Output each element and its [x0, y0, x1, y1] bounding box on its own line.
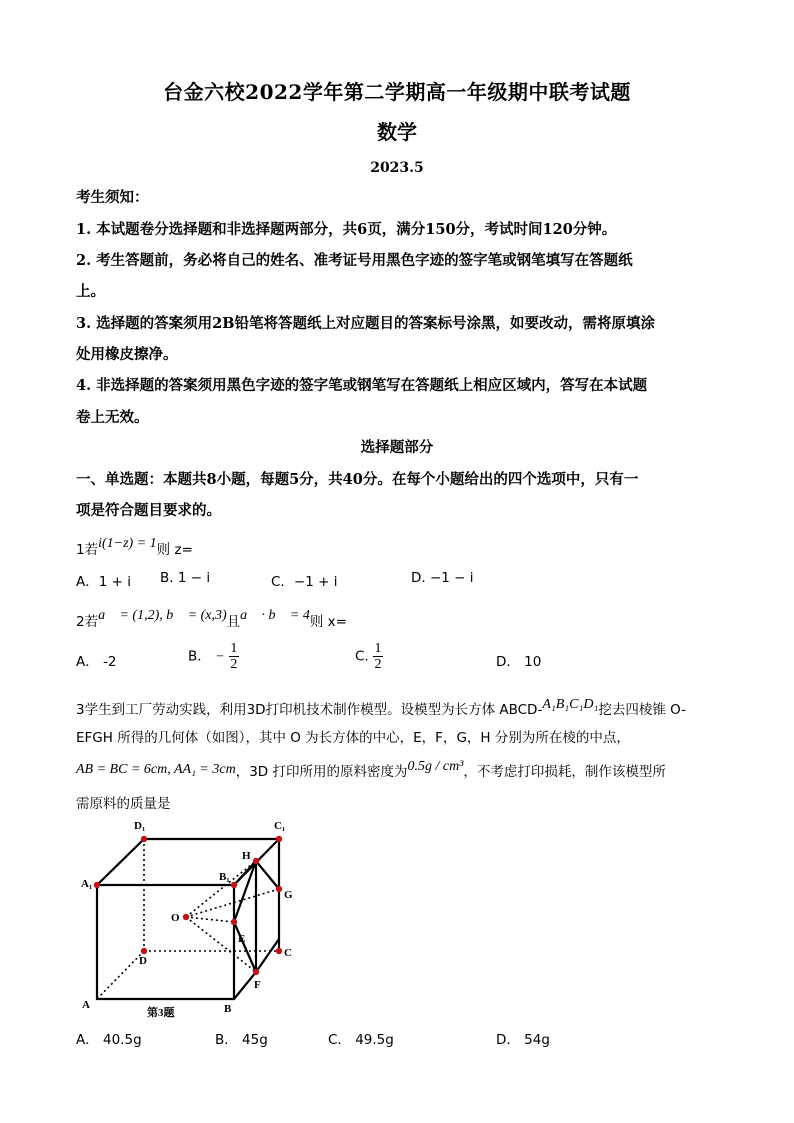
q3-line-4: 需原料的质量是 — [76, 796, 171, 812]
label-a1: A₁ — [81, 878, 93, 890]
q2-option-c-fraction — [373, 641, 383, 672]
label-c: C — [284, 947, 292, 959]
q3-text-3b: ，不考虑打印损耗，制作该模型所 — [463, 764, 666, 780]
q3-option-d: D． 54g — [496, 1032, 550, 1048]
q2-option-c-num: 1 — [374, 641, 382, 656]
label-e: E — [238, 933, 246, 945]
q1-formula: i(1−z) = 1 — [98, 536, 157, 551]
q2-option-b-label: B． — [188, 648, 211, 665]
q3-line-1 — [76, 698, 686, 719]
q3-text-1a: 3学生到工厂劳动实践，利用3D打印机技术制作模型。设模型为长方体 ABCD- — [76, 702, 543, 718]
label-c1: C₁ — [274, 820, 286, 832]
notice-item-3-cont: 处用橡皮擦净。 — [76, 346, 178, 363]
q2-option-b-num: 1 — [230, 641, 238, 656]
q3-geometry-figure — [74, 814, 314, 1026]
q2-prefix: 2若 — [76, 614, 99, 630]
q3-option-b: B． 45g — [215, 1032, 268, 1048]
q2-option-b-fraction — [229, 641, 239, 672]
section-title: 选择题部分 — [360, 439, 434, 456]
q3-line-2: EFGH 所得的几何体（如图），其中 O 为长方体的中心，E，F，G，H 分别为所在棱的中点， — [76, 730, 630, 746]
notice-item-2: 2. 考生答题前，务必将自己的姓名、准考证号用黑色字迹的签字笔或钢笔填写在答题纸 — [76, 252, 633, 269]
q2-option-c-label: C. — [355, 648, 369, 665]
notice-item-2-cont: 上。 — [76, 283, 105, 300]
q2-option-b-sign: − — [215, 649, 225, 665]
q2-suffix: 则 x= — [309, 614, 347, 630]
label-o: O — [171, 912, 180, 924]
label-b: B — [224, 1003, 232, 1015]
q3-formula-density: 0.5g / cm³ — [407, 759, 464, 774]
notice-item-4-cont: 卷上无效。 — [76, 409, 149, 426]
section-instructions-2: 项是符合题目要求的。 — [76, 502, 221, 519]
section-instructions-1: 一、单选题：本题共8小题，每题5分，共40分。在每个小题给出的四个选项中，只有一 — [76, 471, 639, 488]
notice-item-1: 1. 本试题卷分选择题和非选择题两部分，共6页，满分150分，考试时间120分钟。 — [76, 221, 617, 238]
q2-formula-2: a⃗ · b⃗ = 4 — [240, 608, 310, 623]
question-2 — [76, 610, 347, 631]
label-h: H — [242, 850, 251, 862]
q1-prefix: 1若 — [76, 542, 99, 558]
q2-option-b-den: 2 — [230, 657, 238, 672]
subject-title: 数学 — [377, 120, 417, 144]
q2-option-b — [188, 641, 239, 672]
q2-formula-1: a⃗ = (1,2), b⃗ = (x,3) — [98, 608, 227, 623]
q1-option-a: A．1 + i — [76, 574, 131, 590]
label-d: D — [139, 955, 147, 967]
label-d1: D₁ — [134, 820, 146, 832]
label-b1: B₁ — [219, 871, 230, 883]
notice-item-4: 4. 非选择题的答案须用黑色字迹的签字笔或钢笔写在答题纸上相应区域内，答写在本试题 — [76, 377, 648, 394]
q3-option-c: C． 49.5g — [328, 1032, 394, 1048]
question-1 — [76, 538, 193, 559]
q1-option-b: B. 1 − i — [160, 570, 211, 586]
q3-formula-dimensions: AB = BC = 6cm, AA₁ = 3cm — [76, 762, 236, 777]
notice-heading: 考生须知： — [76, 189, 149, 206]
exam-title: 台金六校2022学年第二学期高一年级期中联考试题 — [163, 80, 631, 104]
q2-mid: 且 — [226, 614, 241, 630]
q1-suffix: 则 z= — [156, 542, 193, 558]
q2-option-d: D． 10 — [496, 654, 542, 670]
q1-option-d: D. −1 − i — [411, 570, 474, 586]
q2-option-c — [355, 641, 383, 672]
q2-option-c-den: 2 — [374, 657, 382, 672]
label-a: A — [82, 999, 90, 1011]
label-g: G — [284, 889, 293, 901]
figure-caption: 第3题 — [147, 1007, 175, 1019]
q3-text-1b: 挖去四棱锥 O- — [598, 702, 687, 718]
notice-item-3: 3. 选择题的答案须用2B铅笔将答题纸上对应题目的答案标号涂黑，如要改动，需将原填涂 — [76, 315, 656, 332]
q3-formula-prism: A₁B₁C₁D₁ — [542, 697, 599, 712]
q3-option-a: A． 40.5g — [76, 1032, 142, 1048]
exam-date: 2023.5 — [370, 160, 424, 176]
label-f: F — [254, 979, 261, 991]
q2-option-a: A． -2 — [76, 654, 117, 670]
q3-line-3 — [76, 760, 666, 781]
q1-option-c: C．−1 + i — [271, 574, 338, 590]
q3-text-3a: ，3D 打印所用的原料密度为 — [235, 764, 408, 780]
